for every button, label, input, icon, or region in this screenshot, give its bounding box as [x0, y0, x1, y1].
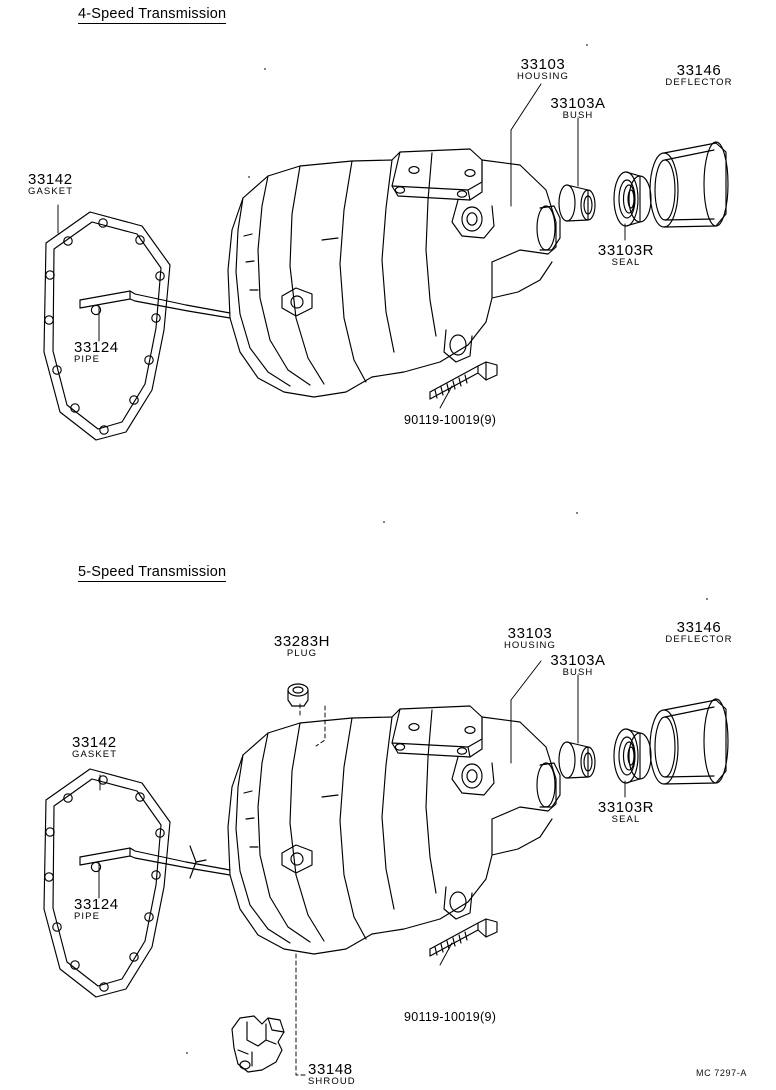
- part-number: 33103A: [550, 95, 606, 112]
- gasket-5speed: [44, 769, 170, 997]
- label-33124-pipe-4speed: [74, 340, 119, 365]
- leader-lines-4speed: [58, 84, 625, 408]
- label-33124-pipe-5speed: [74, 897, 119, 922]
- speck: [186, 1052, 188, 1054]
- label-33103A-bush-4speed: [535, 96, 621, 121]
- part-name: DEFLECTOR: [665, 633, 733, 645]
- part-number: 33146: [676, 619, 722, 636]
- label-33142-gasket-4speed: [28, 172, 73, 197]
- label-bolt-4speed: 90119-10019(9): [404, 413, 497, 427]
- part-number: 33146: [676, 62, 722, 79]
- section-title-5-speed: 5-Speed Transmission: [78, 564, 227, 580]
- part-name: HOUSING: [516, 70, 570, 82]
- label-33103-housing-4speed: [503, 57, 583, 82]
- housing-5speed: [228, 706, 560, 954]
- bush-4speed: [559, 185, 595, 221]
- bolt-5speed: [430, 919, 497, 956]
- part-name: SEAL: [611, 813, 641, 825]
- plug-5speed: [288, 684, 308, 706]
- part-number: 33142: [28, 171, 73, 188]
- gasket-4speed: [44, 212, 170, 440]
- pipe-4speed: [80, 291, 230, 318]
- part-name: PIPE: [74, 910, 101, 922]
- speck: [383, 521, 385, 523]
- part-number: 33103: [507, 625, 553, 642]
- part-name: PLUG: [286, 647, 318, 659]
- bolt-4speed: [430, 362, 497, 399]
- part-number: 33283H: [273, 633, 331, 650]
- leader-lines-5speed: [99, 661, 625, 1075]
- label-33146-deflector-5speed: [650, 620, 748, 645]
- label-33148-shroud-5speed: [308, 1062, 356, 1087]
- part-name: BUSH: [562, 666, 594, 678]
- label-33283H-plug-5speed: [262, 634, 342, 659]
- label-33103R-seal-4speed: [580, 243, 672, 268]
- part-name: PIPE: [74, 353, 101, 365]
- part-name: GASKET: [28, 185, 74, 197]
- document-code: MC 7297-A: [696, 1068, 747, 1078]
- part-name: DEFLECTOR: [665, 76, 733, 88]
- speck: [264, 68, 266, 70]
- section-title-4-speed: 4-Speed Transmission: [78, 6, 227, 22]
- label-33142-gasket-5speed: [72, 735, 117, 760]
- label-33103A-bush-5speed: [535, 653, 621, 678]
- speck: [586, 44, 588, 46]
- part-number: 33124: [74, 896, 119, 913]
- housing-4speed: [228, 149, 560, 397]
- part-number: 33103A: [550, 652, 606, 669]
- part-number: 33103R: [597, 242, 655, 259]
- part-number: 33142: [72, 734, 117, 751]
- part-number: 33124: [74, 339, 119, 356]
- part-name: SHROUD: [308, 1075, 356, 1087]
- label-33146-deflector-4speed: [650, 63, 748, 88]
- part-number: 33103: [520, 56, 566, 73]
- seal-4speed: [614, 172, 651, 226]
- part-number: 33148: [308, 1061, 353, 1078]
- part-name: GASKET: [72, 748, 118, 760]
- pipe-5speed: [80, 846, 230, 878]
- deflector-4speed: [650, 142, 728, 227]
- part-name: HOUSING: [503, 639, 557, 651]
- part-name: BUSH: [562, 109, 594, 121]
- speck: [248, 176, 250, 178]
- deflector-5speed: [650, 699, 728, 784]
- label-bolt-5speed: 90119-10019(9): [404, 1010, 497, 1024]
- shroud-5speed: [232, 1016, 284, 1072]
- speck: [706, 598, 708, 600]
- seal-5speed: [614, 729, 651, 783]
- bush-5speed: [559, 742, 595, 778]
- label-33103-housing-5speed: [490, 626, 570, 651]
- speck: [576, 512, 578, 514]
- part-number: 33103R: [597, 799, 655, 816]
- part-name: SEAL: [611, 256, 641, 268]
- label-33103R-seal-5speed: [580, 800, 672, 825]
